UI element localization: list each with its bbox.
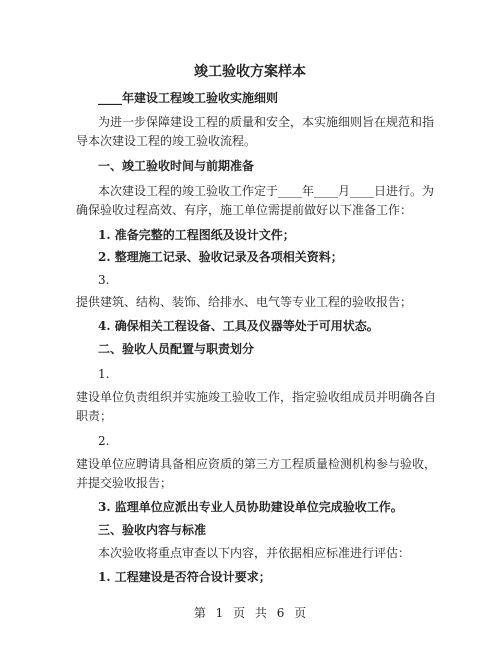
section1-item-4: 4. 确保相关工程设备、工具及仪器等处于可用状态。 [98, 319, 379, 333]
section1-item-3-number: 3. [98, 273, 110, 287]
intro-line-2: 导本次建设工程的竣工验收流程。 [76, 134, 257, 148]
section1-item-1: 1. 准备完整的工程图纸及设计文件； [98, 228, 295, 242]
section2-item-1-text-line-2: 职责； [76, 409, 113, 423]
section2-item-2-text-line-1: 建设单位应聘请具备相应资质的第三方工程质量检测机构参与验收， [76, 457, 437, 471]
section1-heading: 一、竣工验收时间与前期准备 [98, 159, 255, 173]
section1-item-2: 2. 整理施工记录、验收记录及各项相关资料； [98, 250, 343, 264]
document-title: 竣工验收方案样本 [194, 64, 306, 80]
section2-item-2-text-line-2: 并提交验收报告； [76, 476, 173, 490]
document-subtitle: ____年建设工程竣工验收实施细则 [98, 91, 279, 105]
section2-item-1-text-line-1: 建设单位负责组织并实施竣工验收工作，指定验收组成员并明确各自 [76, 390, 437, 404]
section2-item-1-number: 1. [98, 367, 110, 381]
section3-heading: 三、验收内容与标准 [98, 523, 207, 537]
section3-para: 本次验收将重点审查以下内容，并依据相应标准进行评估： [98, 546, 411, 560]
section3-item-1: 1. 工程建设是否符合设计要求； [98, 570, 271, 584]
intro-line-1: 为进一步保障建设工程的质量和安全，本实施细则旨在规范和指 [98, 115, 435, 129]
section1-para-line-1: 本次建设工程的竣工验收工作定于____年____月____日进行。为 [98, 184, 435, 198]
section2-item-3: 3. 监理单位应派出专业人员协助建设单位完成验收工作。 [98, 500, 403, 514]
page-number-footer: 第 1 页 共 6 页 [193, 606, 307, 620]
section2-heading: 二、验收人员配置与职责划分 [98, 342, 255, 356]
section1-para-line-2: 确保验收过程高效、有序，施工单位需提前做好以下准备工作： [76, 203, 413, 217]
section1-item-3-text: 提供建筑、结构、装饰、给排水、电气等专业工程的验收报告； [76, 295, 413, 309]
section2-item-2-number: 2. [98, 434, 110, 448]
